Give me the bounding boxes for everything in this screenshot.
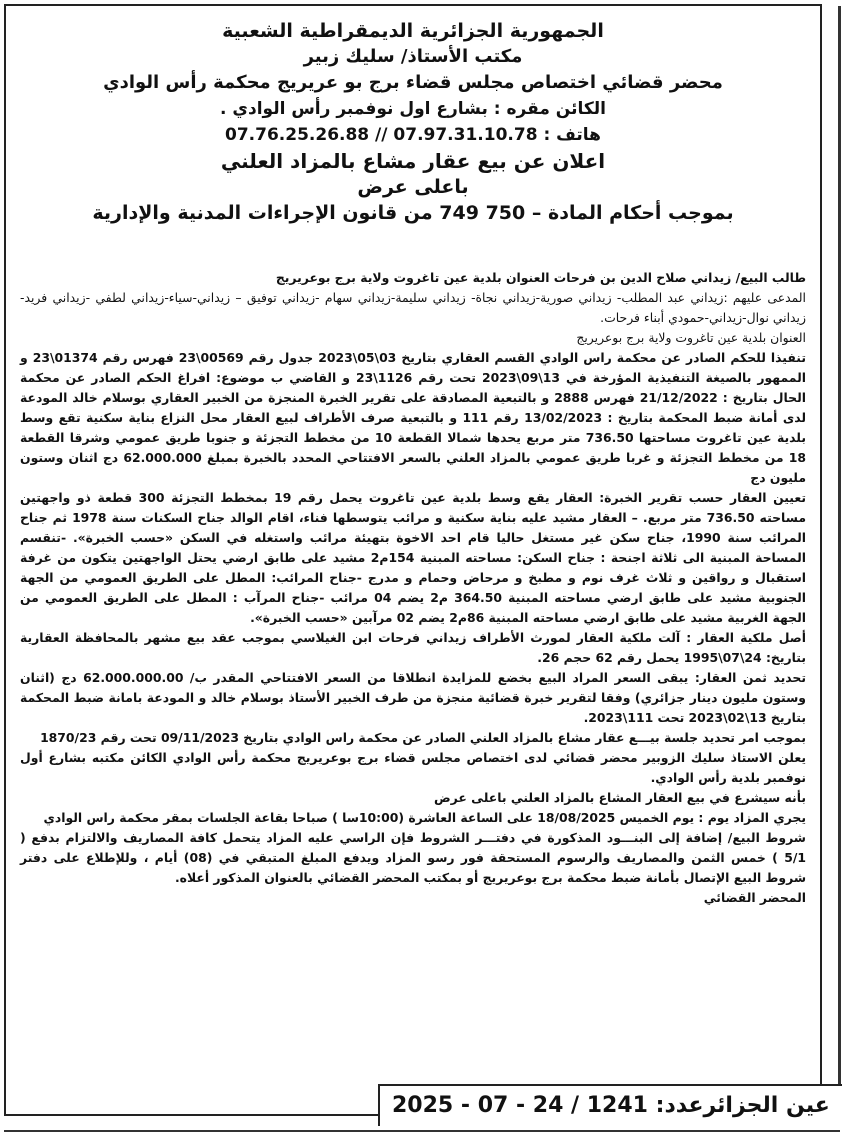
defendants: المدعى عليهم :زيداني عبد المطلب- زيداني صورية-زيداني نجاة- زيداني سليمة-زيداني سهام -زيداني توفيق – زيداني-سياء-زيداني لطفي -زيداني فريد-زيداني نوال-زيداني-حمودي أبناء فرحات. [20, 290, 806, 325]
office-address: الكائن مقره : بشارع اول نوفمبر رأس الوادي . [220, 99, 606, 119]
republic-title: الجمهورية الجزائرية الديمقراطية الشعبية [222, 20, 604, 42]
announcement-body [20, 268, 806, 908]
announcement-title: اعلان عن بيع عقار مشاع بالمزاد العلني [220, 149, 606, 173]
property-description: تعيين العقار حسب تقرير الخبرة: العقار يقع وسط بلدية عين تاغروت يحمل رقم 19 بمخطط التجزئة 300 قطعة ذو واجهتين مساحته 736.50 متر مربع. – العقار مشيد عليه بناية سكنية و مرائب يتوسطها فناء، اقام الوالد جناح السكنات سنة 1978 ثم جناح المرائب سنة 1990، جناح سكن غير مستغل حاليا قام احد الاخوة بتهيئة مرائب واستغله في السكن «حسب الخبرة». -تنقسم المساحة المبنية الى ثلاثة اجنحة : جناح السكن: مساحته المبنية 154م2 مشيد على طابق ارضي يحتل الواجهتين يتكون من غرفة استقبال و رواقين و ثلاث غرف نوم و مطبخ و مرحاض وحمام و مدرج -جناح المرائب: المطل على الطريق العمومي من الجهة الجنوبية مشيد على طابق ارضي مساحته المبنية 364.50 م2 يضم 04 مرائب -جناح المرآب : المطل على الطريق العمومي من الجهة الغربية مشيد على طابق ارضي مساحته المبنية 86م2 يضم 02 مرآبين «حسب الخبرة». [20, 490, 806, 625]
property-origin: أصل ملكية العقار : آلت ملكية العقار لمورث الأطراف زيداني فرحات ابن الغيلاسي بموجب عقد بيع مشهر بالمحافظة العقارية بتاريخ: 24\07\1995 يحمل رقم 62 حجم 26. [20, 630, 806, 665]
announcement-subtitle: باعلى عرض [357, 176, 469, 198]
property-price: تحديد ثمن العقار: يبقى السعر المراد البيع بخضع للمزايدة انطلاقا من السعر الافتتاحي المقدر ب/ 62.000.000.00 دج (اثنان وستون مليون دينار جزائري) وفقا لتقرير خبرة قضائية منجزة من طرف الخبير الأستاذ بوسلام خالد و المودعة بامانة ضبط المحكمة بتاريخ 13\02\2023 تحت 111\2023. [20, 670, 806, 725]
auction-statement: بأنه سيشرع في بيع العقار المشاع بالمزاد العلني باعلى عرض [434, 790, 806, 805]
sale-conditions: شروط البيع/ إضافة إلى البنـــود المذكورة في دفتـــر الشروط فإن الراسي عليه المزاد يتحمل كافة المصاريف والالتزام بدفع ( 5/1 ) خمس الثمن والمصاريف والرسوم المستحقة فور رسو المزاد ويدفع المبلغ المتبقي في (08) أيام ، وللإطلاع على دفتر شروط البيع الإتصال بأمانة ضبط محكمة برج بوعريريج أو بمكتب المحضر القضائي بالعنوان المذكور أعلاه. [20, 830, 806, 885]
auction-date: يجري المزاد يوم : يوم الخميس 18/08/2025 على الساعة العاشرة (10:00سا ) صباحا بقاعة الجلسات بمقر محكمة راس الوادي [43, 810, 806, 825]
defendants-address: العنوان بلدية عين تاغروت ولاية برج بوعريريج [576, 330, 806, 345]
office-name: مكتب الأستاذ/ سليك زبير [303, 46, 523, 67]
hearing-order: بموجب امر تحديد جلسة بيـــع عقار مشاع بالمزاد العلني الصادر عن محكمة راس الوادي بتاريخ 09/11/2023 تحت رقم 1870/23 [40, 730, 806, 745]
announcement-sheet [4, 4, 822, 1116]
bailiff-jurisdiction: محضر قضائي اختصاص مجلس قضاء برج بو عريريج محكمة رأس الوادي [103, 72, 723, 93]
signature: المحضر القضائي [703, 890, 806, 905]
column-divider [838, 6, 841, 1106]
legal-basis: بموجب أحكام المادة – 750 749 من قانون الإجراءات المدنية والإدارية [92, 202, 734, 224]
bailiff-announcement: يعلن الاستاذ سليك الزوبير محضر قضائي لدى اختصاص مجلس قضاء برج بوعريريج محكمة رأس الوادي الكائن مكتبه بشارع أول نوفمبر بلدية رأس الوادي. [20, 750, 806, 785]
newspaper-issue-label: عين الجزائرعدد: 1241 / 24 - 07 - 2025 [378, 1084, 842, 1126]
sale-requester: طالب البيع/ زيداني صلاح الدين بن فرحات العنوان بلدية عين تاغروت ولاية برج بوعريريج [275, 270, 806, 285]
header [6, 6, 820, 226]
phone-numbers: هاتف : 07.97.31.10.78 // 07.76.25.26.88 [225, 125, 601, 145]
judgment-execution: تنفيذا للحكم الصادر عن محكمة راس الوادي القسم العقاري بتاريخ 03\05\2023 جدول رقم 00569\23 فهرس رقم 01374\23 و الممهور بالصيغة التنفيذية المؤرخة في 13\09\2023 تحت رقم 1126\23 و القاضي ب موضوع: افراغ الحكم الصادر عن محكمة الحال بتاريخ : 21/12/2022 فهرس 2888 و بالتبعية المصادقة على تقرير الخبرة المنجزة من الخبير العقاري بوسلام خالد المودعة لدى أمانة ضبط المحكمة بتاريخ : 13/02/2023 رقم 111 و بالتبعية صرف الأطراف لبيع العقار محل النزاع بناية سكنية تقع وسط بلدية عين تاغروت مساحتها 736.50 متر مربع يحدها شمالا القطعة 10 من مخطط التجزئة و جنوبا طريق عمومي وشرقا القطعة 18 من مخطط التجزئة و غربا طريق عمومي بالمزاد العلني بالسعر الافتتاحي المحدد بالخبرة بمبلغ 62.000.000 دج اثنان وستون مليون دج [20, 350, 806, 485]
bottom-divider [4, 1130, 840, 1132]
